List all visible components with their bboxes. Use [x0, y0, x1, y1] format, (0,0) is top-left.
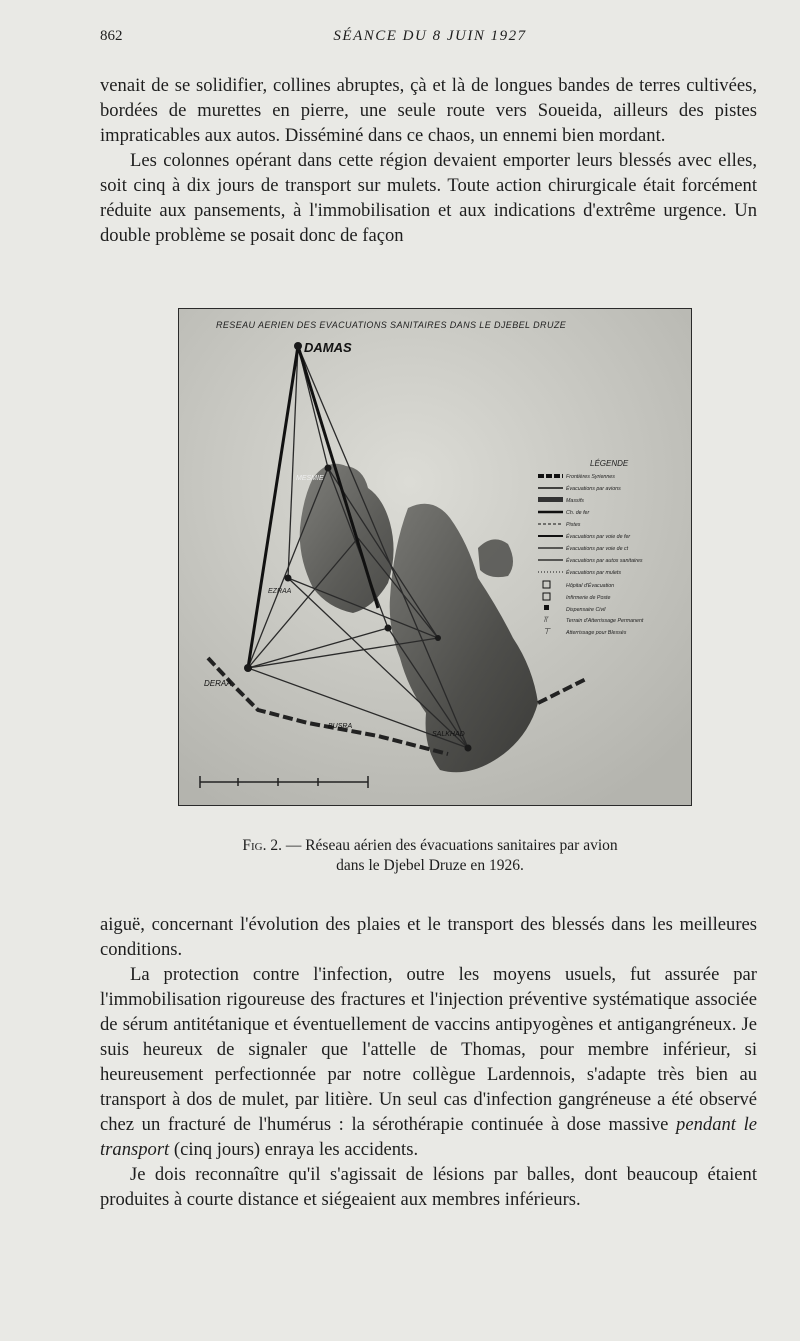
svg-text:⫪: ⫪: [543, 615, 548, 624]
italic-phrase: pendant le transport: [100, 1114, 757, 1160]
caption-text-1: — Réseau aérien des évacuations sanitaires par avion: [285, 837, 618, 854]
legend-item: Terrain d'Atterrissage Permanent: [566, 618, 644, 624]
legend-item: Pistes: [566, 522, 581, 528]
page-number: 862: [100, 28, 123, 44]
running-head: [100, 28, 760, 50]
label-mesmie: MESMIE: [296, 475, 324, 482]
legend-item: Ch. de fer: [566, 510, 590, 516]
running-head-title: SÉANCE DU 8 JUIN 1927: [333, 28, 527, 44]
figure-caption: [150, 836, 710, 876]
legend-item: Atterrissage pour Blessés: [566, 630, 627, 636]
paragraph-text-end: (cinq jours) enraya les accidents.: [173, 1139, 419, 1160]
caption-line-2: dans le Djebel Druze en 1926.: [336, 857, 524, 874]
legend-item: Infirmerie de Poste: [566, 595, 611, 601]
figure-map: [178, 308, 692, 806]
paragraph: venait de se solidifier, collines abruptes, çà et là de longues bandes de terres cultivées, bordées de murettes en pierre, une seule route vers Soueida, ailleurs des pistes impraticables aux autos. Disséminé dans ce chaos, un ennemi bien mordant.: [100, 75, 757, 146]
label-ezraa: EZRAA: [268, 588, 292, 595]
svg-text:⊤: ⊤: [543, 627, 550, 636]
legend-item: Évacuations par voie de fer: [566, 534, 631, 540]
legend-item: Évacuations par voie de ct: [566, 546, 629, 552]
paragraph-text: La protection contre l'infection, outre les moyens usuels, fut assurée par l'immobilisation rigoureuse des fractures et l'injection préventive systématique associée de sérum antitétanique et éventuellement de vaccins antipyogènes et antigangréneux. Je suis heureux de signaler que l'attelle de Thomas, pour membre inférieur, si heureusement perfectionnée par notre collègue Lardennois, s'adapte très bien au transport à dos de mulet, par litière. Un seul cas d'infection gangréneuse a été observé chez un fracturé de l'humérus : la sérothérapie continuée à dose massive: [100, 964, 757, 1135]
map-image: [178, 308, 692, 806]
legend-item: Hôpital d'Évacuation: [566, 583, 615, 589]
legend-item: Massifs: [566, 498, 584, 504]
label-deraa: DERAA: [204, 679, 232, 688]
massif-east: [478, 539, 513, 577]
paragraph: Les colonnes opérant dans cette région devaient emporter leurs blessés avec elles, soit cinq à dix jours de transport sur mulets. Toute action chirurgicale était forcément réduite aux pansements, à l'immobilisation et aux indications d'extrême urgence. Un double problème se posait donc de façon: [100, 150, 757, 246]
label-damas: DAMAS: [304, 340, 352, 355]
legend-item: Dispensaire Civil: [566, 607, 606, 613]
body-text-bottom: [100, 912, 757, 1212]
legend-item: Frontières Syriennes: [566, 474, 615, 480]
caption-line-1: [150, 836, 710, 856]
paragraph-with-italic: [100, 962, 757, 1162]
figure-label: Fig. 2.: [242, 837, 282, 854]
paragraph: Je dois reconnaître qu'il s'agissait de lésions par balles, dont beaucoup étaient produites à courte distance et siégeaient aux membres inférieurs.: [100, 1164, 757, 1210]
body-text-top: [100, 73, 757, 248]
legend-item: Évacuations par autos sanitaires: [566, 558, 643, 564]
map-title: RESEAU AERIEN DES EVACUATIONS SANITAIRES DANS LE DJEBEL DRUZE: [216, 320, 567, 330]
paragraph: aiguë, concernant l'évolution des plaies et le transport des blessés dans les meilleures conditions.: [100, 914, 757, 960]
legend-item: Évacuations par mulets: [566, 570, 622, 576]
label-bousra: BUSRA: [328, 723, 353, 730]
label-salkhad: SALKHAD: [432, 731, 465, 738]
legend-title: LÉGENDE: [590, 459, 629, 468]
legend-item: Évacuations par avions: [566, 486, 621, 492]
